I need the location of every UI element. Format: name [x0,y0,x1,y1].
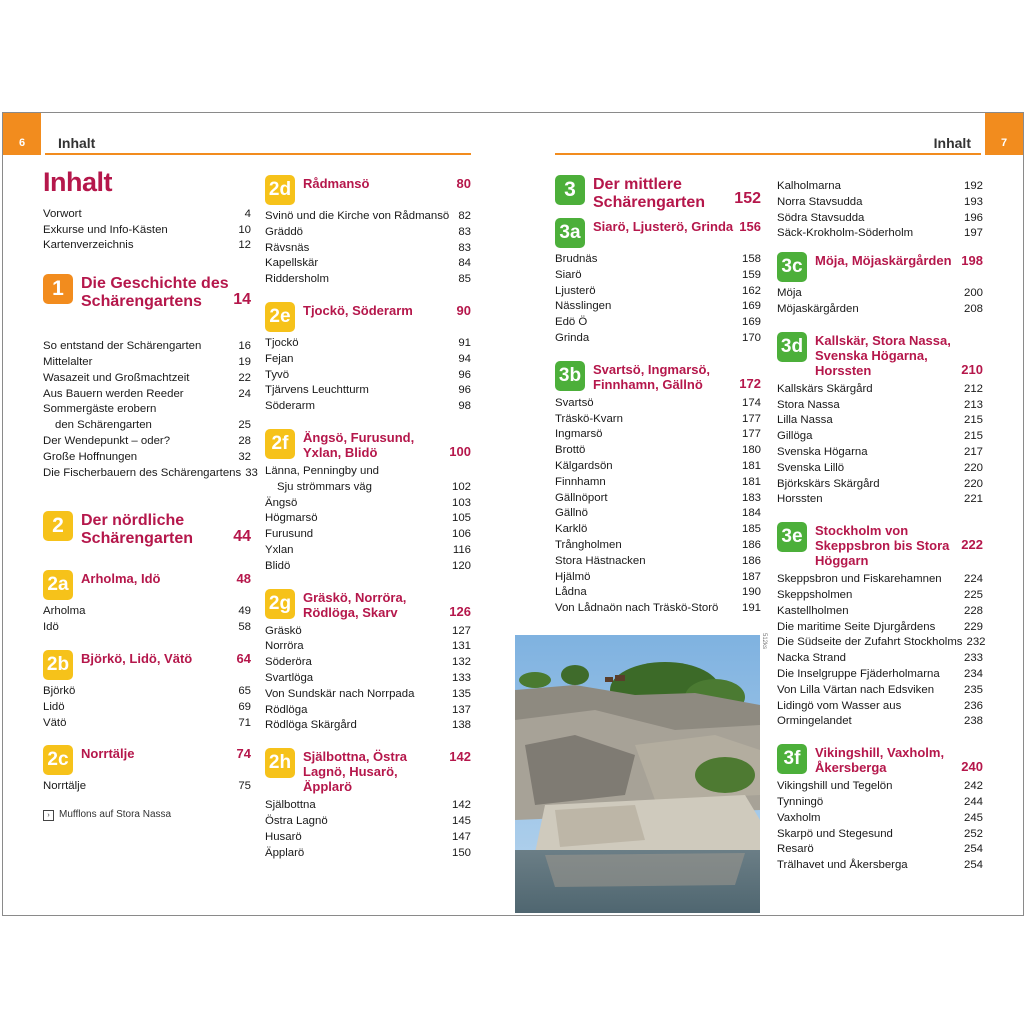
toc-entry[interactable]: Sju strömmars väg 102 [277,480,471,493]
toc-entry[interactable]: Von Lådnaön nach Träskö-Storö 191 [555,602,761,615]
toc-entry[interactable]: Grinda 170 [555,331,761,344]
section-page: 156 [739,219,761,234]
toc-entry[interactable]: Der Wendepunkt – oder? 28 [43,434,251,447]
toc-entry[interactable]: Karklö 185 [555,523,761,536]
toc-entry[interactable]: Finnhamn 181 [555,475,761,488]
toc-entry[interactable]: Ormingelandet 238 [777,715,983,728]
toc-entry[interactable]: Die maritime Seite Djurgårdens 229 [777,620,983,633]
toc-entry[interactable]: Resarö 254 [777,843,983,856]
toc-entry[interactable]: Rödlöga Skärgård 138 [265,719,471,732]
toc-entry[interactable]: Svinö und die Kirche von Rådmansö 82 [265,210,471,222]
section-2f-list [265,464,471,575]
toc-entry[interactable]: Ljusterö 162 [555,284,761,297]
section-page: 64 [236,650,251,666]
toc-column-2 [265,175,471,861]
section-title: Arholma, Idö [81,571,161,587]
section-2e-list [265,336,471,415]
photo-mufflons-stora-nassa [515,635,760,913]
chapter-badge: 2 [43,511,73,541]
section-2f-heading[interactable] [265,429,471,460]
section-badge: 3b [555,361,585,391]
section-badge: 2h [265,748,295,778]
toc-entry[interactable]: Große Hoffnungen 32 [43,450,251,463]
toc-entry[interactable]: Lilla Nassa 215 [777,414,983,427]
toc-entry[interactable]: Brudnäs 158 [555,253,761,265]
section-badge: 3f [777,744,807,774]
toc-entry[interactable]: Kapellskär 84 [265,257,471,270]
toc-entry[interactable]: Tyvö 96 [265,368,471,381]
section-badge: 3c [777,252,807,282]
section-badge: 2a [43,570,73,600]
toc-entry[interactable]: Vorwort 4 [43,207,251,220]
toc-entry[interactable]: Vikingshill und Tegelön 242 [777,780,983,793]
section-title: Vikingshill, Vaxholm, Åkersberga [815,745,945,776]
toc-entry[interactable]: Gällnö 184 [555,507,761,520]
section-title: Gräskö, Norröra, Rödlöga, Skarv [303,589,407,620]
section-badge: 2e [265,302,295,332]
toc-entry[interactable]: Idö 58 [43,621,251,634]
section-title: Själbottna, Östra Lagnö, Husarö, Äpplarö [303,749,408,795]
section-badge: 2c [43,745,73,775]
section-2a-heading[interactable] [43,570,251,600]
toc-entry[interactable]: Svartsö 174 [555,396,761,409]
toc-entry[interactable]: Norröra 131 [265,640,471,653]
arrow-right-icon: › [43,810,54,821]
section-2c-heading[interactable] [43,745,251,775]
section-3b-list [555,396,761,617]
toc-entry[interactable]: Östra Lagnö 145 [265,814,471,827]
toc-entry[interactable]: Blidö 120 [265,559,471,572]
section-2a-list [43,604,251,636]
section-2d-heading[interactable] [265,175,471,205]
toc-column-1 [43,167,258,823]
section-page: 210 [961,361,983,377]
toc-entry[interactable]: Sommergäste erobern [43,403,157,416]
chapter-3-heading[interactable] [555,175,761,212]
toc-entry[interactable]: Wasazeit und Großmachtzeit 22 [43,371,251,384]
section-title: Kallskär, Stora Nassa, Svenska Högarna, Horssten [815,332,951,378]
toc-entry[interactable]: Vaxholm 245 [777,811,983,824]
toc-entry[interactable]: Lådna 190 [555,586,761,599]
toc-entry[interactable]: Exkurse und Info-Kästen 10 [43,223,251,236]
book-spread [2,112,1024,916]
toc-entry[interactable]: Tjockö 91 [265,336,471,349]
toc-entry[interactable]: Stora Hästnacken 186 [555,554,761,567]
toc-entry[interactable]: Nacka Strand 233 [777,652,983,665]
toc-entry[interactable]: Arholma 49 [43,605,251,618]
toc-entry[interactable]: Rödlöga 137 [265,703,471,716]
section-title: Rådmansö [303,176,370,191]
page-number-right: 7 [985,113,1023,155]
chapter-1-list [43,339,258,481]
toc-entry[interactable]: Möja 200 [777,287,983,300]
toc-entry[interactable]: Hjälmö 187 [555,570,761,583]
chapter-title: Der nördliche Schärengarten [81,512,194,548]
toc-entry[interactable]: Kalholmarna 192 [777,180,983,192]
section-page: 48 [236,571,251,587]
toc-entry[interactable]: Skeppsholmen 225 [777,588,983,601]
section-2g-heading[interactable] [265,589,471,620]
section-title: Siarö, Ljusterö, Grinda [593,219,734,234]
toc-entry[interactable]: Tjärvens Leuchtturm 96 [265,384,471,397]
toc-entry[interactable]: Die Südseite der Zufahrt Stockholms 232 [777,636,986,649]
toc-entry[interactable]: Träskö-Kvarn 177 [555,412,761,425]
section-badge: 2f [265,429,295,459]
toc-entry[interactable]: Stora Nassa 213 [777,398,983,411]
toc-entry[interactable]: Nässlingen 169 [555,300,761,313]
section-3c-heading[interactable] [777,252,983,282]
section-page: 100 [449,443,471,459]
section-page: 222 [961,537,983,553]
toc-entry[interactable]: Möjaskärgården 208 [777,302,983,315]
section-3a-list [555,252,761,347]
chapter-badge: 3 [555,175,585,205]
section-page: 126 [449,603,471,619]
section-page: 198 [961,253,983,269]
toc-entry[interactable]: Furusund 106 [265,528,471,541]
toc-entry[interactable]: Mittelalter 19 [43,355,251,368]
toc-entry[interactable]: Trångholmen 186 [555,538,761,551]
intro-list [43,207,251,254]
section-page: 172 [739,375,761,391]
section-2b-heading[interactable] [43,650,251,680]
toc-entry[interactable]: So entstand der Schärengarten 16 [43,340,251,353]
toc-column-4 [777,179,986,874]
chapter-title: Die Geschichte des Schärengartens [81,275,229,311]
page-title: Inhalt [43,167,112,197]
toc-entry[interactable]: Björkö 65 [43,684,251,697]
toc-entry[interactable]: Södra Stavsudda 196 [777,211,983,224]
toc-entry[interactable]: Gräddö 83 [265,225,471,238]
toc-entry[interactable]: Von Lilla Värtan nach Edsviken 235 [777,683,983,696]
section-title: Svartsö, Ingmarsö, Finnhamn, Gällnö [593,361,711,392]
page-number-left: 6 [3,113,41,155]
running-header-right: Inhalt [933,135,971,151]
toc-entry[interactable]: Edö Ö 169 [555,316,761,329]
toc-entry[interactable]: Trälhavet und Åkersberga 254 [777,859,983,872]
section-page: 240 [961,759,983,775]
toc-entry[interactable]: Lidingö vom Wasser aus 236 [777,699,983,712]
toc-entry[interactable]: Norra Stavsudda 193 [777,195,983,208]
toc-entry[interactable]: Björkskärs Skärgård 220 [777,477,983,490]
toc-entry[interactable]: Lidö 69 [43,700,251,713]
toc-entry[interactable]: Norrtälje 75 [43,780,251,793]
header-rule-right [555,153,981,155]
toc-entry[interactable]: Aus Bauern werden Reeder 24 [43,387,251,400]
toc-entry[interactable]: Vätö 71 [43,716,251,729]
chapter-badge: 1 [43,274,73,304]
section-page: 80 [456,176,471,191]
toc-entry[interactable]: Själbottna 142 [265,799,471,812]
toc-entry[interactable]: Söderarm 98 [265,400,471,413]
section-2h-heading[interactable] [265,748,471,794]
toc-entry[interactable]: Husarö 147 [265,830,471,843]
toc-entry[interactable]: Tynningö 244 [777,795,983,808]
chapter-title: Der mittlere Schärengarten [593,176,706,211]
toc-entry[interactable]: Ängsö 103 [265,496,471,509]
section-title: Norrtälje [81,746,135,762]
chapter-page: 14 [233,291,251,309]
section-2d-list [265,209,471,288]
section-3c-list [777,286,983,318]
toc-entry[interactable]: Kälgardsön 181 [555,459,761,472]
toc-column-3 [555,175,761,617]
section-3d-list [777,382,983,508]
section-badge: 3d [777,332,807,362]
chapter-page: 44 [233,528,251,546]
section-badge: 3a [555,218,585,248]
section-2g-list [265,624,471,735]
section-2b-list [43,684,251,731]
section-title: Björkö, Lidö, Vätö [81,650,193,666]
section-badge: 2d [265,175,295,205]
toc-entry[interactable]: Kallskärs Skärgård 212 [777,382,983,395]
toc-entry[interactable]: Skarpö und Stegesund 252 [777,827,983,840]
toc-entry[interactable]: Skeppsbron und Fiskarehamnen 224 [777,573,983,586]
toc-entry[interactable]: Svenska Lillö 220 [777,461,983,474]
section-title: Ängsö, Furusund, Yxlan, Blidö [303,429,415,460]
toc-entry[interactable]: Horssten 221 [777,493,983,506]
toc-entry[interactable]: Brottö 180 [555,444,761,457]
chapter-2-heading[interactable] [43,511,251,548]
photo-caption: › Mufflons auf Stora Nassa [43,807,251,823]
photo-credit: 512ks [761,633,767,650]
running-header-left: Inhalt [58,135,96,151]
toc-entry[interactable]: Gillöga 215 [777,430,983,443]
toc-entry[interactable]: Svartlöga 133 [265,671,471,684]
rocky-island-photo [515,635,760,913]
section-3a-heading[interactable] [555,218,761,248]
section-3f-list [777,779,983,874]
chapter-1-heading[interactable] [43,274,251,311]
section-page: 90 [456,302,471,318]
section-badge: 2b [43,650,73,680]
section-title: Möja, Möjaskärgården [815,253,952,269]
section-3e-heading[interactable] [777,522,983,568]
section-2h-list [265,798,471,861]
toc-entry[interactable]: Högmarsö 105 [265,512,471,525]
section-title: Tjockö, Söderarm [303,302,413,318]
continued-list [777,179,983,242]
section-3e-list [777,572,986,730]
toc-entry[interactable]: Riddersholm 85 [265,273,471,286]
section-badge: 2g [265,589,295,619]
toc-entry[interactable]: Ingmarsö 177 [555,428,761,441]
section-page: 142 [449,749,471,765]
toc-entry[interactable]: Siarö 159 [555,268,761,281]
toc-entry[interactable]: Säck-Krokholm-Söderholm 197 [777,227,983,240]
header-rule-left [45,153,471,155]
section-2e-heading[interactable] [265,302,471,332]
toc-entry[interactable]: Yxlan 116 [265,543,471,556]
toc-entry[interactable]: Söderöra 132 [265,656,471,669]
toc-entry[interactable]: Svenska Högarna 217 [777,445,983,458]
toc-entry[interactable]: Fejan 94 [265,352,471,365]
section-3f-heading[interactable] [777,744,983,775]
toc-entry[interactable]: Kartenverzeichnis 12 [43,239,251,252]
toc-entry[interactable]: Die Inselgruppe Fjäderholmarna 234 [777,667,983,680]
section-badge: 3e [777,522,807,552]
toc-entry[interactable]: Rävsnäs 83 [265,241,471,254]
section-title: Stockholm von Skeppsbron bis Stora Höggarn [815,523,950,569]
section-3b-heading[interactable] [555,361,761,392]
toc-entry[interactable]: Kastellholmen 228 [777,604,983,617]
toc-entry[interactable]: Gräskö 127 [265,624,471,637]
toc-entry[interactable]: Die Fischerbauern des Schärengartens 33 [43,466,258,479]
toc-entry[interactable]: Länna, Penningby und [265,464,380,477]
toc-entry[interactable]: den Schärengarten 25 [55,419,251,432]
toc-entry[interactable]: Gällnöport 183 [555,491,761,504]
section-page: 74 [236,746,251,762]
toc-entry[interactable]: Äpplarö 150 [265,846,471,859]
section-3d-heading[interactable] [777,332,983,378]
chapter-page: 152 [734,190,761,207]
toc-entry[interactable]: Von Sundskär nach Norrpada 135 [265,687,471,700]
section-2c-list [43,779,251,795]
